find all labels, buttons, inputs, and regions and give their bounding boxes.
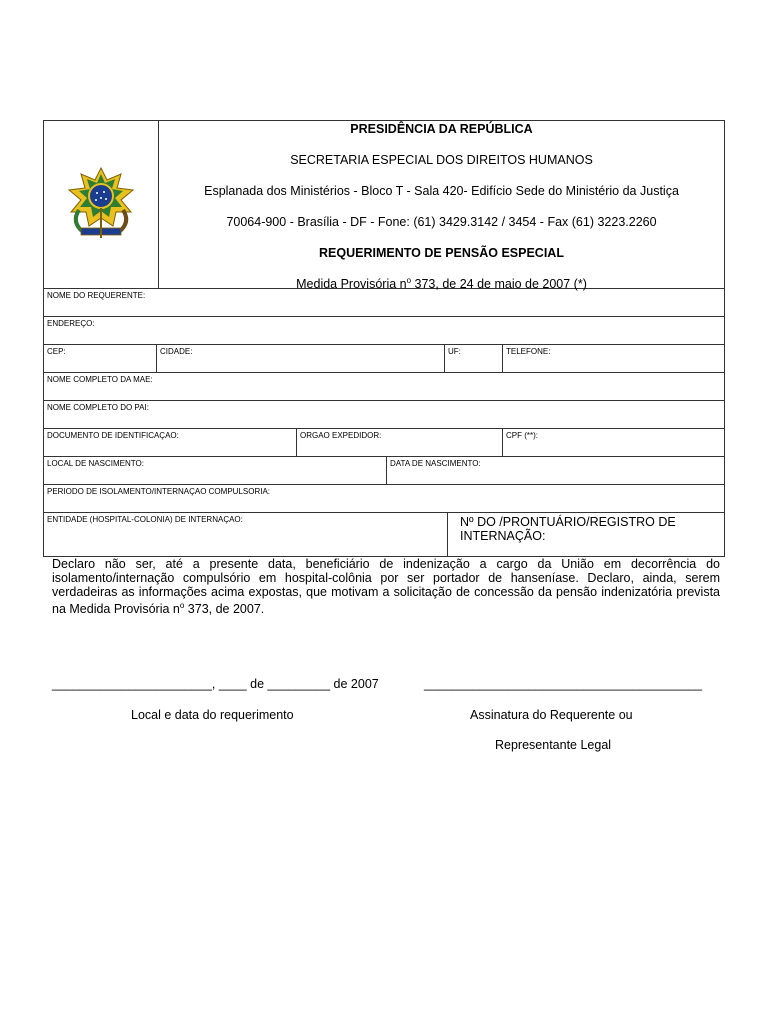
endereco-field[interactable]: ENDEREÇO: [47, 319, 95, 328]
telefone-field[interactable]: TELEFONE: [506, 347, 551, 356]
brazil-coat-of-arms-icon [61, 166, 141, 244]
row-endereco [43, 317, 725, 345]
orgao-field[interactable]: ORGAO EXPEDIDOR: [297, 429, 503, 456]
documento-field[interactable]: DOCUMENTO DE IDENTIFICAÇAO: [44, 429, 297, 456]
header-secretaria: SECRETARIA ESPECIAL DOS DIREITOS HUMANOS [290, 153, 593, 167]
pension-form [43, 120, 725, 557]
row-cep [43, 345, 725, 373]
header-contact: 70064-900 - Brasília - DF - Fone: (61) 3429.3142 / 3454 - Fax (61) 3223.2260 [226, 215, 657, 229]
signature-label: Assinatura do Requerente ou [470, 708, 633, 722]
nome-requerente-field[interactable]: NOME DO REQUERENTE: [47, 291, 146, 300]
form-title: REQUERIMENTO DE PENSÃO ESPECIAL [319, 246, 564, 260]
uf-field[interactable]: UF: [445, 345, 503, 372]
signature-line[interactable]: ________________________________________ [424, 677, 703, 691]
row-documento [43, 429, 725, 457]
row-nome-requerente [43, 279, 725, 317]
header-address: Esplanada dos Ministérios - Bloco T - Sala 420- Edifício Sede do Ministério da Justiça [204, 184, 679, 198]
header-text [159, 121, 724, 292]
header-medida: Medida Provisória $n^o$ 373, de 24 de maio de 2007 (*) [296, 276, 587, 292]
nome-pai-field[interactable]: NOME COMPLETO DO PAI: [47, 403, 149, 412]
cidade-field[interactable]: CIDADE: [157, 345, 445, 372]
form-header [43, 120, 725, 292]
header-presidencia: PRESIDÊNCIA DA REPÚBLICA [350, 122, 533, 136]
prontuario-field[interactable]: Nº DO /PRONTUÁRIO/REGISTRO DE INTERNAÇÃO: [460, 515, 676, 543]
row-entidade [43, 513, 725, 557]
cep-field[interactable]: CEP: [44, 345, 157, 372]
declaration-text: Declaro não ser, até a presente data, beneficiário de indenização a cargo da União em decorrência do isolamento/internação compulsório em hospital-colônia por ser portador de hanseníase. Declaro, ainda, serem verdadeiras as informações acima expostas, que motivam a solicitação de concessão da pensão indenizatória prevista na Medida Provisória $n^o$ 373, de 2007. [52, 557, 720, 617]
date-label: Local e data do requerimento [131, 708, 294, 722]
entidade-field[interactable]: ENTIDADE (HOSPITAL-COLONIA) DE INTERNAÇAO: [44, 513, 448, 556]
periodo-field[interactable]: PERIODO DE ISOLAMENTO/INTERNAÇAO COMPULSORIA: [47, 487, 270, 496]
nome-mae-field[interactable]: NOME COMPLETO DA MAE: [47, 375, 153, 384]
row-nascimento [43, 457, 725, 485]
row-periodo [43, 485, 725, 513]
local-nascimento-field[interactable]: LOCAL DE NASCIMENTO: [44, 457, 387, 484]
row-nome-pai [43, 401, 725, 429]
data-nascimento-field[interactable]: DATA DE NASCIMENTO: [390, 459, 481, 468]
coat-of-arms-cell [44, 121, 159, 288]
cpf-field[interactable]: CPF (**): [506, 431, 538, 440]
date-line[interactable]: _______________________, ____ de _________ de 2007 [52, 677, 379, 691]
representative-label: Representante Legal [495, 738, 612, 752]
row-nome-mae [43, 373, 725, 401]
